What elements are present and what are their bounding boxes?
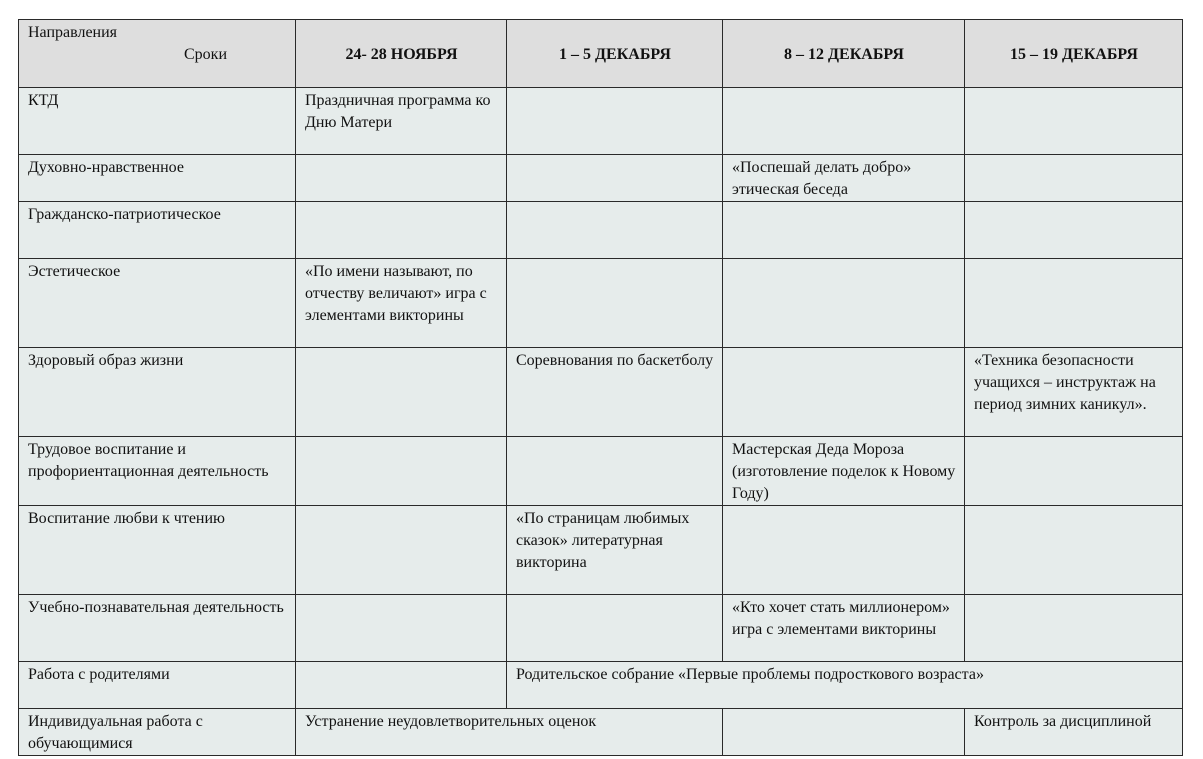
table-row — [19, 259, 1183, 348]
table-row — [19, 662, 1183, 709]
table-row — [19, 348, 1183, 437]
directions-label: Направления — [28, 24, 118, 41]
week-cell: «Техника безопасности учащихся – инструктаж на период зимних каникул». — [965, 348, 1183, 437]
week-cell — [723, 506, 965, 595]
week-cell — [965, 259, 1183, 348]
week-cell: Контроль за дисциплиной — [965, 709, 1183, 756]
week-cell — [507, 259, 723, 348]
terms-label: Сроки — [184, 46, 228, 63]
week-cell — [723, 259, 965, 348]
table-row — [19, 506, 1183, 595]
week-cell — [507, 437, 723, 506]
week-cell — [296, 348, 507, 437]
week-cell — [507, 595, 723, 662]
week-cell — [965, 437, 1183, 506]
week-header-1: 24- 28 НОЯБРЯ — [296, 20, 507, 88]
table-row — [19, 88, 1183, 155]
direction-cell: Здоровый образ жизни — [19, 348, 296, 437]
week-cell: «Кто хочет стать миллионером» игра с элементами викторины — [723, 595, 965, 662]
direction-cell: КТД — [19, 88, 296, 155]
week-cell — [965, 506, 1183, 595]
week-cell: «Поспешай делать добро» этическая беседа — [723, 155, 965, 202]
week-cell: Соревнования по баскетболу — [507, 348, 723, 437]
week-cell — [296, 662, 507, 709]
week-cell: Мастерская Деда Мороза (изготовление поделок к Новому Году) — [723, 437, 965, 506]
direction-cell: Духовно-нравственное — [19, 155, 296, 202]
week-cell — [296, 437, 507, 506]
direction-cell: Учебно-познавательная деятельность — [19, 595, 296, 662]
direction-cell: Воспитание любви к чтению — [19, 506, 296, 595]
week-cell: Праздничная программа ко Дню Матери — [296, 88, 507, 155]
week-cell — [723, 202, 965, 259]
merged-week-cell: Устранение неудовлетворительных оценок — [296, 709, 723, 756]
week-cell — [296, 595, 507, 662]
week-cell — [965, 202, 1183, 259]
direction-cell: Эстетическое — [19, 259, 296, 348]
corner-cell — [19, 20, 296, 88]
week-cell — [723, 709, 965, 756]
week-cell — [507, 202, 723, 259]
week-cell — [965, 595, 1183, 662]
table-row — [19, 709, 1183, 756]
week-cell: «По страницам любимых сказок» литературная викторина — [507, 506, 723, 595]
direction-cell: Индивидуальная работа с обучающимися — [19, 709, 296, 756]
week-cell — [965, 155, 1183, 202]
plan-table — [18, 19, 1183, 756]
table-row — [19, 155, 1183, 202]
table-row — [19, 202, 1183, 259]
week-cell — [507, 88, 723, 155]
week-cell — [296, 155, 507, 202]
week-cell — [723, 88, 965, 155]
week-cell — [723, 348, 965, 437]
week-cell — [965, 88, 1183, 155]
table-row — [19, 437, 1183, 506]
week-header-3: 8 – 12 ДЕКАБРЯ — [723, 20, 965, 88]
week-header-2: 1 – 5 ДЕКАБРЯ — [507, 20, 723, 88]
week-cell — [296, 202, 507, 259]
week-cell — [296, 506, 507, 595]
week-header-4: 15 – 19 ДЕКАБРЯ — [965, 20, 1183, 88]
header-row — [19, 20, 1183, 88]
direction-cell: Трудовое воспитание и профориентационная деятельность — [19, 437, 296, 506]
direction-cell: Работа с родителями — [19, 662, 296, 709]
week-cell: «По имени называют, по отчеству величают» игра с элементами викторины — [296, 259, 507, 348]
direction-cell: Гражданско-патриотическое — [19, 202, 296, 259]
table-row — [19, 595, 1183, 662]
merged-week-cell: Родительское собрание «Первые проблемы подросткового возраста» — [507, 662, 1183, 709]
week-cell — [507, 155, 723, 202]
